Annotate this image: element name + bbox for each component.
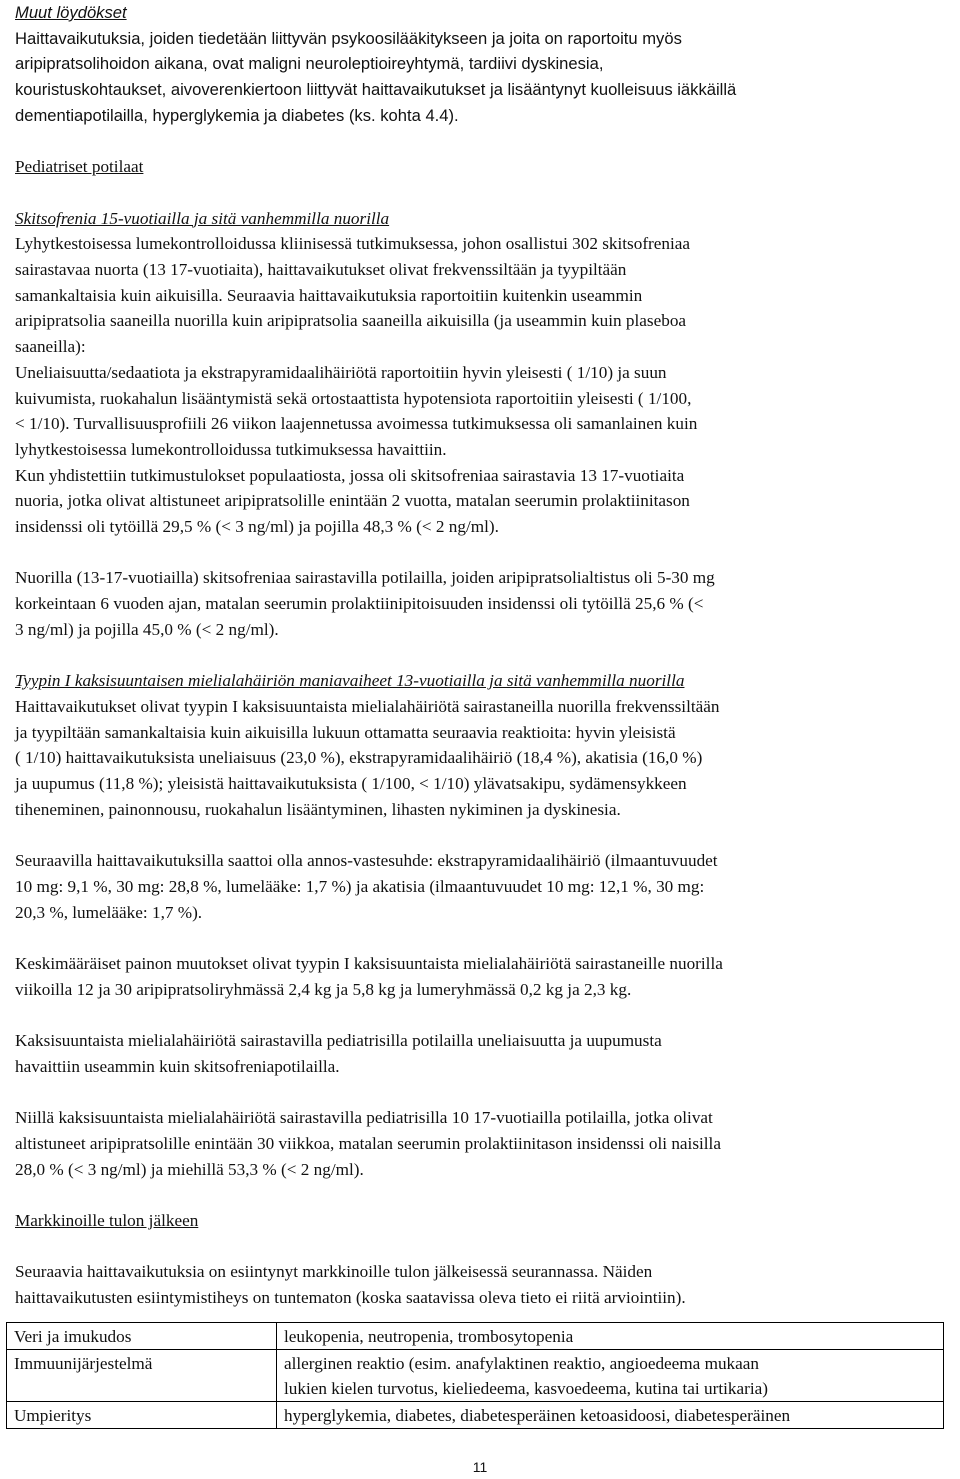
text-line: sairastavaa nuorta (13 17-vuotiaita), haittavaikutukset olivat frekvenssiltään ja tyypiltään [15, 260, 627, 279]
text-line: 28,0 % (< 3 ng/ml) ja miehillä 53,3 % (< 2 ng/ml). [15, 1159, 364, 1179]
text-line: < 1/10). Turvallisuusprofiili 26 viikon laajennetussa avoimessa tutkimuksessa oli samanlainen kuin [15, 414, 698, 434]
text-line: Seuraavia haittavaikutuksia on esiintynyt markkinoille tulon jälkeisessä seurannassa. Näiden [15, 1262, 653, 1282]
text-line: havaittiin useammin kuin skitsofreniapotilailla. [15, 1056, 340, 1076]
bipolar-paragraph-5 [15, 1105, 945, 1182]
post-marketing-paragraph [15, 1259, 945, 1310]
table-row [7, 1323, 944, 1350]
text-line: Nuorilla (13-17-vuotiailla) skitsofreniaa sairastavilla potilailla, joiden aripipratsolialtistus oli 5-30 mg [15, 568, 715, 588]
text-line: lyhytkestoisessa lumekontrolloidussa tutkimuksessa havaittiin. [15, 439, 447, 459]
text-line: kouristuskohtaukset, aivoverenkiertoon liittyvät haittavaikutukset ja lisääntynyt kuolleisuus iäkkäillä [15, 80, 737, 100]
text-line: tiheneminen, painonnousu, ruokahalun lisääntyminen, lihasten nykiminen ja dyskinesia. [15, 799, 621, 819]
bipolar-paragraph-4 [15, 1028, 945, 1079]
text-line: Kaksisuuntaista mielialahäiriötä sairastavilla pediatrisilla potilailla uneliaisuutta ja uupumusta [15, 1031, 662, 1051]
text-line: kuivumista, ruokahalun lisääntymistä sekä ortostaattista hypotensiota raportoitiin yleisesti ( 1/100, [15, 388, 692, 408]
text-line: altistuneet aripipratsolille enintään 30 viikkoa, matalan seerumin prolaktiinitason insidenssi oli naisilla [15, 1133, 721, 1153]
text-line: ja uupumus (11,8 %); yleisistä haittavaikutuksista ( 1/100, < 1/10) ylävatsakipu, sydämensykkeen [15, 774, 687, 794]
effects-cell [277, 1350, 944, 1402]
other-findings-paragraph [15, 26, 945, 129]
text-line: 10 mg: 9,1 %, 30 mg: 28,8 %, lumelääke: 1,7 %) ja akatisia (ilmaantuvuudet 10 mg: 12,1 %, 30 mg: [15, 876, 705, 896]
bipolar-paragraph-2 [15, 848, 945, 925]
text-line: saaneilla): [15, 337, 86, 357]
page-number: 11 [472, 1459, 488, 1475]
text-line: Haittavaikutuksia, joiden tiedetään liittyvän psykoosilääkitykseen ja joita on raportoitu myös [15, 28, 682, 48]
effects-line: allerginen reaktio (esim. anafylaktinen reaktio, angioedeema mukaan [284, 1354, 760, 1373]
organ-class-cell: Umpieritys [7, 1402, 277, 1429]
text-line: Lyhytkestoisessa lumekontrolloidussa kliinisessä tutkimuksessa, johon osallistui 302 skitsofreniaa [15, 234, 691, 254]
effects-cell [277, 1323, 944, 1350]
text-line: Uneliaisuutta/sedaatiota ja ekstrapyramidaalihäiriötä raportoitiin hyvin yleisesti ( 1/10) ja suun [15, 362, 667, 382]
text-line: 3 ng/ml) ja pojilla 45,0 % (< 2 ng/ml). [15, 619, 279, 639]
text-line: insidenssi oli tytöillä 29,5 % (< 3 ng/ml) ja pojilla 48,3 % (< 2 ng/ml). [15, 517, 499, 537]
text-line: aripipratsolihoidon aikana, ovat maligni neuroleptioireyhtymä, tardiivi dyskinesia, [15, 54, 604, 74]
section-heading-post-marketing: Markkinoille tulon jälkeen [15, 1210, 199, 1230]
effects-line: leukopenia, neutropenia, trombosytopenia [284, 1327, 574, 1346]
table-row [7, 1350, 944, 1402]
text-line: 20,3 %, lumelääke: 1,7 %). [15, 902, 203, 922]
effects-line: lukien kielen turvotus, kieliedeema, kasvoedeema, kutina tai urtikaria) [284, 1379, 768, 1398]
table-row [7, 1402, 944, 1429]
adolescent-prolactin-paragraph [15, 565, 945, 642]
text-line: aripipratsolia saaneilla nuorilla kuin aripipratsolia saaneilla aikuisilla (ja useammin kuin plaseboa [15, 311, 687, 331]
section-heading-pediatric: Pediatriset potilaat [15, 157, 144, 177]
text-line: Kun yhdistettiin tutkimustulokset populaatiosta, jossa oli skitsofreniaa sairastavia 13 17-vuotiaita [15, 465, 685, 485]
adverse-effects-table [6, 1322, 944, 1429]
text-line: Keskimääräiset painon muutokset olivat tyypin I kaksisuuntaista mielialahäiriötä sairastaneille nuorilla [15, 953, 723, 973]
schizophrenia-paragraph [15, 231, 945, 539]
organ-class-cell: Immuunijärjestelmä [7, 1350, 277, 1402]
effects-line: hyperglykemia, diabetes, diabetesperäinen ketoasidoosi, diabetesperäinen [284, 1406, 791, 1425]
text-line: samankaltaisia kuin aikuisilla. Seuraavia haittavaikutuksia raportoitiin kuitenkin useammin [15, 285, 643, 305]
effects-cell [277, 1402, 944, 1429]
text-line: ( 1/10) haittavaikutuksista uneliaisuus (23,0 %), ekstrapyramidaalihäiriö (18,4 %), akatisia (16,0 %) [15, 748, 703, 768]
bipolar-paragraph-3 [15, 951, 945, 1002]
text-line: Niillä kaksisuuntaista mielialahäiriötä sairastavilla pediatrisilla 10 17-vuotiailla potilailla, jotka olivat [15, 1108, 713, 1128]
subheading-bipolar-mania: Tyypin I kaksisuuntaisen mielialahäiriön maniavaiheet 13-vuotiailla ja sitä vanhemmilla nuorilla [15, 671, 685, 691]
text-line: korkeintaan 6 vuoden ajan, matalan seerumin prolaktiinipitoisuuden insidenssi oli tytöillä 25,6 % (< [15, 594, 704, 614]
text-line: dementiapotilailla, hyperglykemia ja diabetes (ks. kohta 4.4). [15, 105, 459, 125]
organ-class-cell: Veri ja imukudos [7, 1323, 277, 1350]
bipolar-paragraph-1 [15, 694, 945, 823]
text-line: Seuraavilla haittavaikutuksilla saattoi olla annos-vastesuhde: ekstrapyramidaalihäiriö (ilmaantuvuudet [15, 851, 718, 871]
document-page [15, 0, 945, 1311]
text-line: Haittavaikutukset olivat tyypin I kaksisuuntaista mielialahäiriötä sairastaneilla nuorilla frekvenssiltään [15, 696, 720, 716]
text-line: ja tyypiltään samankaltaisia kuin aikuisilla lukuun ottamatta seuraavia reaktioita: hyvin yleisistä [15, 722, 676, 742]
subheading-schizophrenia: Skitsofrenia 15-vuotiailla ja sitä vanhemmilla nuorilla [15, 208, 390, 228]
text-line: nuoria, jotka olivat altistuneet aripipratsolille enintään 2 vuotta, matalan seerumin prolaktiinitason [15, 491, 690, 511]
section-heading-other-findings: Muut löydökset [15, 3, 127, 22]
text-line: haittavaikutusten esiintymistiheys on tuntematon (koska saatavissa oleva tieto ei riitä arviointiin). [15, 1288, 686, 1307]
text-line: viikoilla 12 ja 30 aripipratsoliryhmässä 2,4 kg ja 5,8 kg ja lumeryhmässä 0,2 kg ja 2,3 kg. [15, 979, 632, 999]
